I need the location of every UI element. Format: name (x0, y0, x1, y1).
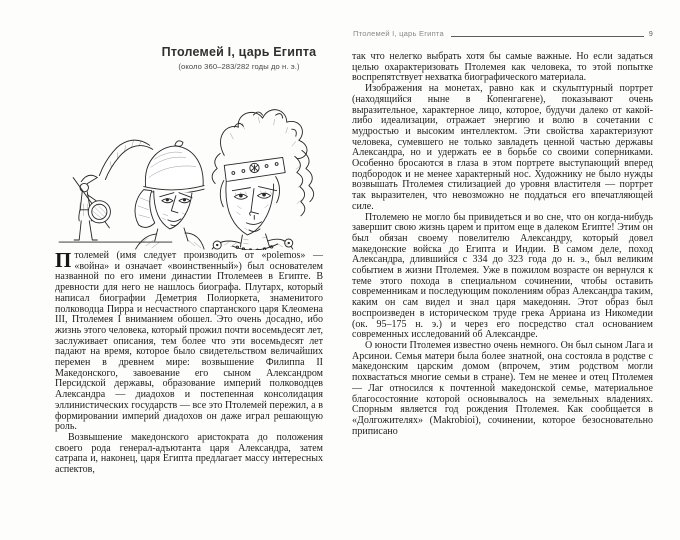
paragraph: О юности Птолемея известно очень немного. Он был сыном Лага и Арсинои. Семья матери была более знатной, она состояла в родстве с македонским царским домом (впрочем, этим родством могли похвастаться многие семьи в стране). Тем не менее и отец Птолемея — Лаг относился к почтенной македонской семье, материальное благосостояние которой основывалось на земельных владениях. Спорным является год рождения Птолемея. Как сообщается в «Долгожителях» (Makrobioi), сочинении, которое безосновательно приписано (352, 339, 653, 437)
chapter-title: Птолемей I, царь Египта (161, 45, 317, 59)
page-number: 9 (648, 31, 653, 38)
chapter-subtitle: (около 360–283/282 годы до н. э.) (178, 62, 300, 71)
chapter-heading (155, 45, 323, 71)
paragraph: так что нелегко выбрать хотя бы самые важные. Но если задаться целью охарактеризовать Птолемея как человека, то этой попытке воспрепятствует нехватка биографического материала. (352, 51, 653, 84)
paragraph: Птолемей (имя следует производить от «polemos» — «война» и означает «воинственный») был основателем названной по его имени династии Птолемеев в Египте. В древности для него не нашлось биографа. Плутарх, который написал биографии Деметрия Полиоркета, знаменитого полководца Пирра и несчастного спартанского царя Клеомена III, Птолемея I вниманием обошел. Это очень досадно, ибо жизнь этого человека, который прожил почти восемьдесят лет, заслуживает описания, тем более что эти восемьдесят лет падают на время, которое было свидетельством величайших перемен в древнем мире: возвышение Филиппа II Македонского, завоевание его сыном Александром Персидской державы, образование империй полководцев Александра — диадохов и постепенная консолидация эллинистических государств — все это Птолемей пережил, а в формировании империй диадохов он даже играл решающую роль. (55, 248, 323, 433)
left-warrior-head (135, 141, 204, 249)
left-page-text (55, 248, 323, 476)
header-rule (451, 35, 644, 37)
right-page-text (352, 52, 653, 437)
left-page (55, 0, 323, 540)
paragraph: Изображения на монетах, равно как и скульптурный портрет (находящийся ныне в Копенгагене), показывают очень выразительное, характерное лицо, которое, будучи далеко от какой-либо идеализации, отражает энергию и волю в сочетании с мудростью и высоким интеллектом. Эти свойства характеризуют человека, сумевшего не только завладеть ценной частью державы Александра, но и удержать ее в борьбе со своими соперниками. Особенно бросаются в глаза в этом портрете выступающий вперед подбородок и не менее характерный нос. Художнику не было нужды возвышать Птолемея стилизацией до уровня властителя — портрет так выразителен, что невозможно не поддаться его впечатляющей силе. (352, 83, 653, 212)
drop-cap: П (55, 248, 72, 272)
right-page (352, 0, 653, 540)
running-header-title: Птолемей I, царь Египта (353, 29, 444, 38)
warriors-illustration (53, 92, 325, 250)
running-header (353, 29, 653, 38)
helmet-plume (99, 140, 152, 179)
right-warrior-head (212, 110, 314, 250)
paragraph: Возвышение македонского аристократа до положения своего рода генерал-адъютанта царя Александра, затем сатрапа и, наконец, царя Египта предлагает массу интересных аспектов, (55, 431, 323, 476)
small-spearman-figure (73, 175, 110, 240)
warriors-illustration-svg (53, 92, 325, 250)
paragraph: Птолемею не могло бы привидеться и во сне, что он когда-нибудь завершит свою жизнь царем и притом еще в далеком Египте! Этим он был обязан своему повелителю Александру, который довел македонские войска до Египта и Индии. В самом деле, поход Александра, длившийся с 334 до 323 года до н. э., был великим событием в жизни Птолемея. Уже в пожилом возрасте он вернулся к теме этого похода в специальном сочинении, чтобы оставить современникам и последующим поколениям образ Александра таким, каким он сам видел и знал царя македонян. Этот образ был воспроизведен в историческом труде грека Арриана из Никомедии (ок. 95–175 н. э.) и через его посредство стал основанием современных исследований об Александре. (352, 211, 653, 341)
